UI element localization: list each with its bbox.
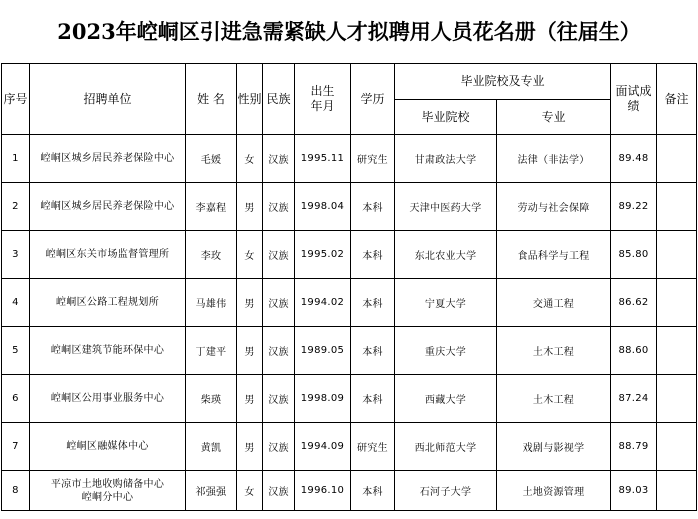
cell-unit [30, 279, 186, 327]
cell-unit-line1: 崆峒区城乡居民养老保险中心 [40, 153, 175, 164]
cell-gender: 女 [237, 471, 263, 511]
header-unit: 招聘单位 [30, 64, 186, 135]
header-major: 专业 [497, 100, 611, 135]
cell-education: 本科 [351, 375, 395, 423]
cell-score: 87.24 [611, 375, 657, 423]
table-row [2, 183, 697, 231]
cell-education: 本科 [351, 279, 395, 327]
cell-seq: 8 [2, 471, 30, 511]
table-row [2, 327, 697, 375]
cell-birth: 1998.04 [295, 183, 351, 231]
cell-remark [657, 183, 697, 231]
cell-score: 85.80 [611, 231, 657, 279]
cell-birth: 1995.02 [295, 231, 351, 279]
cell-major: 土地资源管理 [497, 471, 611, 511]
cell-name: 柴瑛 [186, 375, 237, 423]
header-name: 姓 名 [186, 64, 237, 135]
cell-unit-line1: 崆峒区城乡居民养老保险中心 [40, 201, 175, 212]
cell-birth: 1998.09 [295, 375, 351, 423]
cell-gender: 男 [237, 183, 263, 231]
cell-education: 研究生 [351, 423, 395, 471]
cell-ethnicity: 汉族 [263, 471, 295, 511]
table-row [2, 231, 697, 279]
table-row [2, 423, 697, 471]
cell-score: 89.48 [611, 135, 657, 183]
cell-unit-line1: 崆峒区东关市场监督管理所 [45, 249, 170, 260]
cell-remark [657, 279, 697, 327]
header-birth [295, 64, 351, 135]
cell-education: 本科 [351, 231, 395, 279]
cell-unit-line1: 崆峒区公用事业服务中心 [50, 393, 165, 404]
cell-school: 石河子大学 [395, 471, 497, 511]
header-school: 毕业院校 [395, 100, 497, 135]
document-title: 2023年崆峒区引进急需紧缺人才拟聘用人员花名册（往届生） [57, 19, 641, 44]
cell-unit-line1: 崆峒区融媒体中心 [66, 441, 149, 452]
cell-seq: 6 [2, 375, 30, 423]
cell-major: 土木工程 [497, 375, 611, 423]
cell-seq: 2 [2, 183, 30, 231]
cell-unit-line1: 崆峒区公路工程规划所 [56, 297, 159, 308]
cell-remark [657, 327, 697, 375]
cell-unit [30, 423, 186, 471]
cell-name: 毛媛 [186, 135, 237, 183]
cell-unit-line2: 崆峒分中心 [81, 491, 134, 503]
cell-seq: 4 [2, 279, 30, 327]
cell-gender: 男 [237, 375, 263, 423]
cell-remark [657, 423, 697, 471]
cell-school: 重庆大学 [395, 327, 497, 375]
header-score [611, 64, 657, 135]
cell-remark [657, 375, 697, 423]
cell-score: 86.62 [611, 279, 657, 327]
header-birth-line1: 出生 [310, 84, 335, 98]
cell-school: 西北师范大学 [395, 423, 497, 471]
cell-seq: 3 [2, 231, 30, 279]
cell-major: 交通工程 [497, 279, 611, 327]
cell-name: 丁建平 [186, 327, 237, 375]
cell-remark [657, 231, 697, 279]
cell-seq: 5 [2, 327, 30, 375]
cell-name: 马雄伟 [186, 279, 237, 327]
cell-school: 甘肃政法大学 [395, 135, 497, 183]
cell-name: 李嘉程 [186, 183, 237, 231]
header-seq: 序号 [2, 64, 30, 135]
roster-table [1, 63, 697, 511]
cell-school: 东北农业大学 [395, 231, 497, 279]
cell-education: 研究生 [351, 135, 395, 183]
cell-unit-line1: 崆峒区建筑节能环保中心 [50, 345, 165, 356]
table-body [2, 135, 697, 511]
cell-birth: 1996.10 [295, 471, 351, 511]
header-grad-group: 毕业院校及专业 [395, 64, 611, 100]
cell-gender: 男 [237, 327, 263, 375]
cell-gender: 男 [237, 423, 263, 471]
cell-ethnicity: 汉族 [263, 423, 295, 471]
table-row [2, 375, 697, 423]
header-ethnicity: 民族 [263, 64, 295, 135]
cell-unit [30, 183, 186, 231]
cell-birth: 1994.02 [295, 279, 351, 327]
table-row [2, 279, 697, 327]
cell-education: 本科 [351, 471, 395, 511]
cell-unit [30, 231, 186, 279]
table-row [2, 135, 697, 183]
cell-school: 天津中医药大学 [395, 183, 497, 231]
cell-major: 法律（非法学） [497, 135, 611, 183]
cell-unit [30, 135, 186, 183]
cell-birth: 1989.05 [295, 327, 351, 375]
cell-ethnicity: 汉族 [263, 327, 295, 375]
cell-ethnicity: 汉族 [263, 135, 295, 183]
cell-score: 89.22 [611, 183, 657, 231]
cell-major: 食品科学与工程 [497, 231, 611, 279]
cell-birth: 1995.11 [295, 135, 351, 183]
header-birth-line2: 年月 [310, 99, 335, 113]
cell-gender: 女 [237, 135, 263, 183]
cell-ethnicity: 汉族 [263, 375, 295, 423]
cell-name: 李玫 [186, 231, 237, 279]
cell-unit [30, 471, 186, 511]
cell-seq: 1 [2, 135, 30, 183]
cell-unit [30, 375, 186, 423]
table-header [2, 64, 697, 135]
cell-seq: 7 [2, 423, 30, 471]
cell-name: 祁强强 [186, 471, 237, 511]
cell-ethnicity: 汉族 [263, 231, 295, 279]
cell-score: 88.79 [611, 423, 657, 471]
cell-unit [30, 327, 186, 375]
cell-score: 89.03 [611, 471, 657, 511]
cell-remark [657, 471, 697, 511]
cell-birth: 1994.09 [295, 423, 351, 471]
cell-ethnicity: 汉族 [263, 279, 295, 327]
header-score-line1: 面试成 [615, 84, 652, 98]
cell-gender: 女 [237, 231, 263, 279]
cell-school: 西藏大学 [395, 375, 497, 423]
cell-score: 88.60 [611, 327, 657, 375]
cell-major: 劳动与社会保障 [497, 183, 611, 231]
cell-major: 戏剧与影视学 [497, 423, 611, 471]
header-gender: 性别 [237, 64, 263, 135]
cell-major: 土木工程 [497, 327, 611, 375]
cell-ethnicity: 汉族 [263, 183, 295, 231]
cell-school: 宁夏大学 [395, 279, 497, 327]
header-score-line2: 绩 [627, 99, 640, 113]
header-education: 学历 [351, 64, 395, 135]
cell-remark [657, 135, 697, 183]
header-remark: 备注 [657, 64, 697, 135]
cell-education: 本科 [351, 183, 395, 231]
table-row [2, 471, 697, 511]
cell-education: 本科 [351, 327, 395, 375]
cell-gender: 男 [237, 279, 263, 327]
cell-name: 黄凯 [186, 423, 237, 471]
cell-unit-line1: 平凉市土地收购储备中心 [50, 478, 165, 490]
